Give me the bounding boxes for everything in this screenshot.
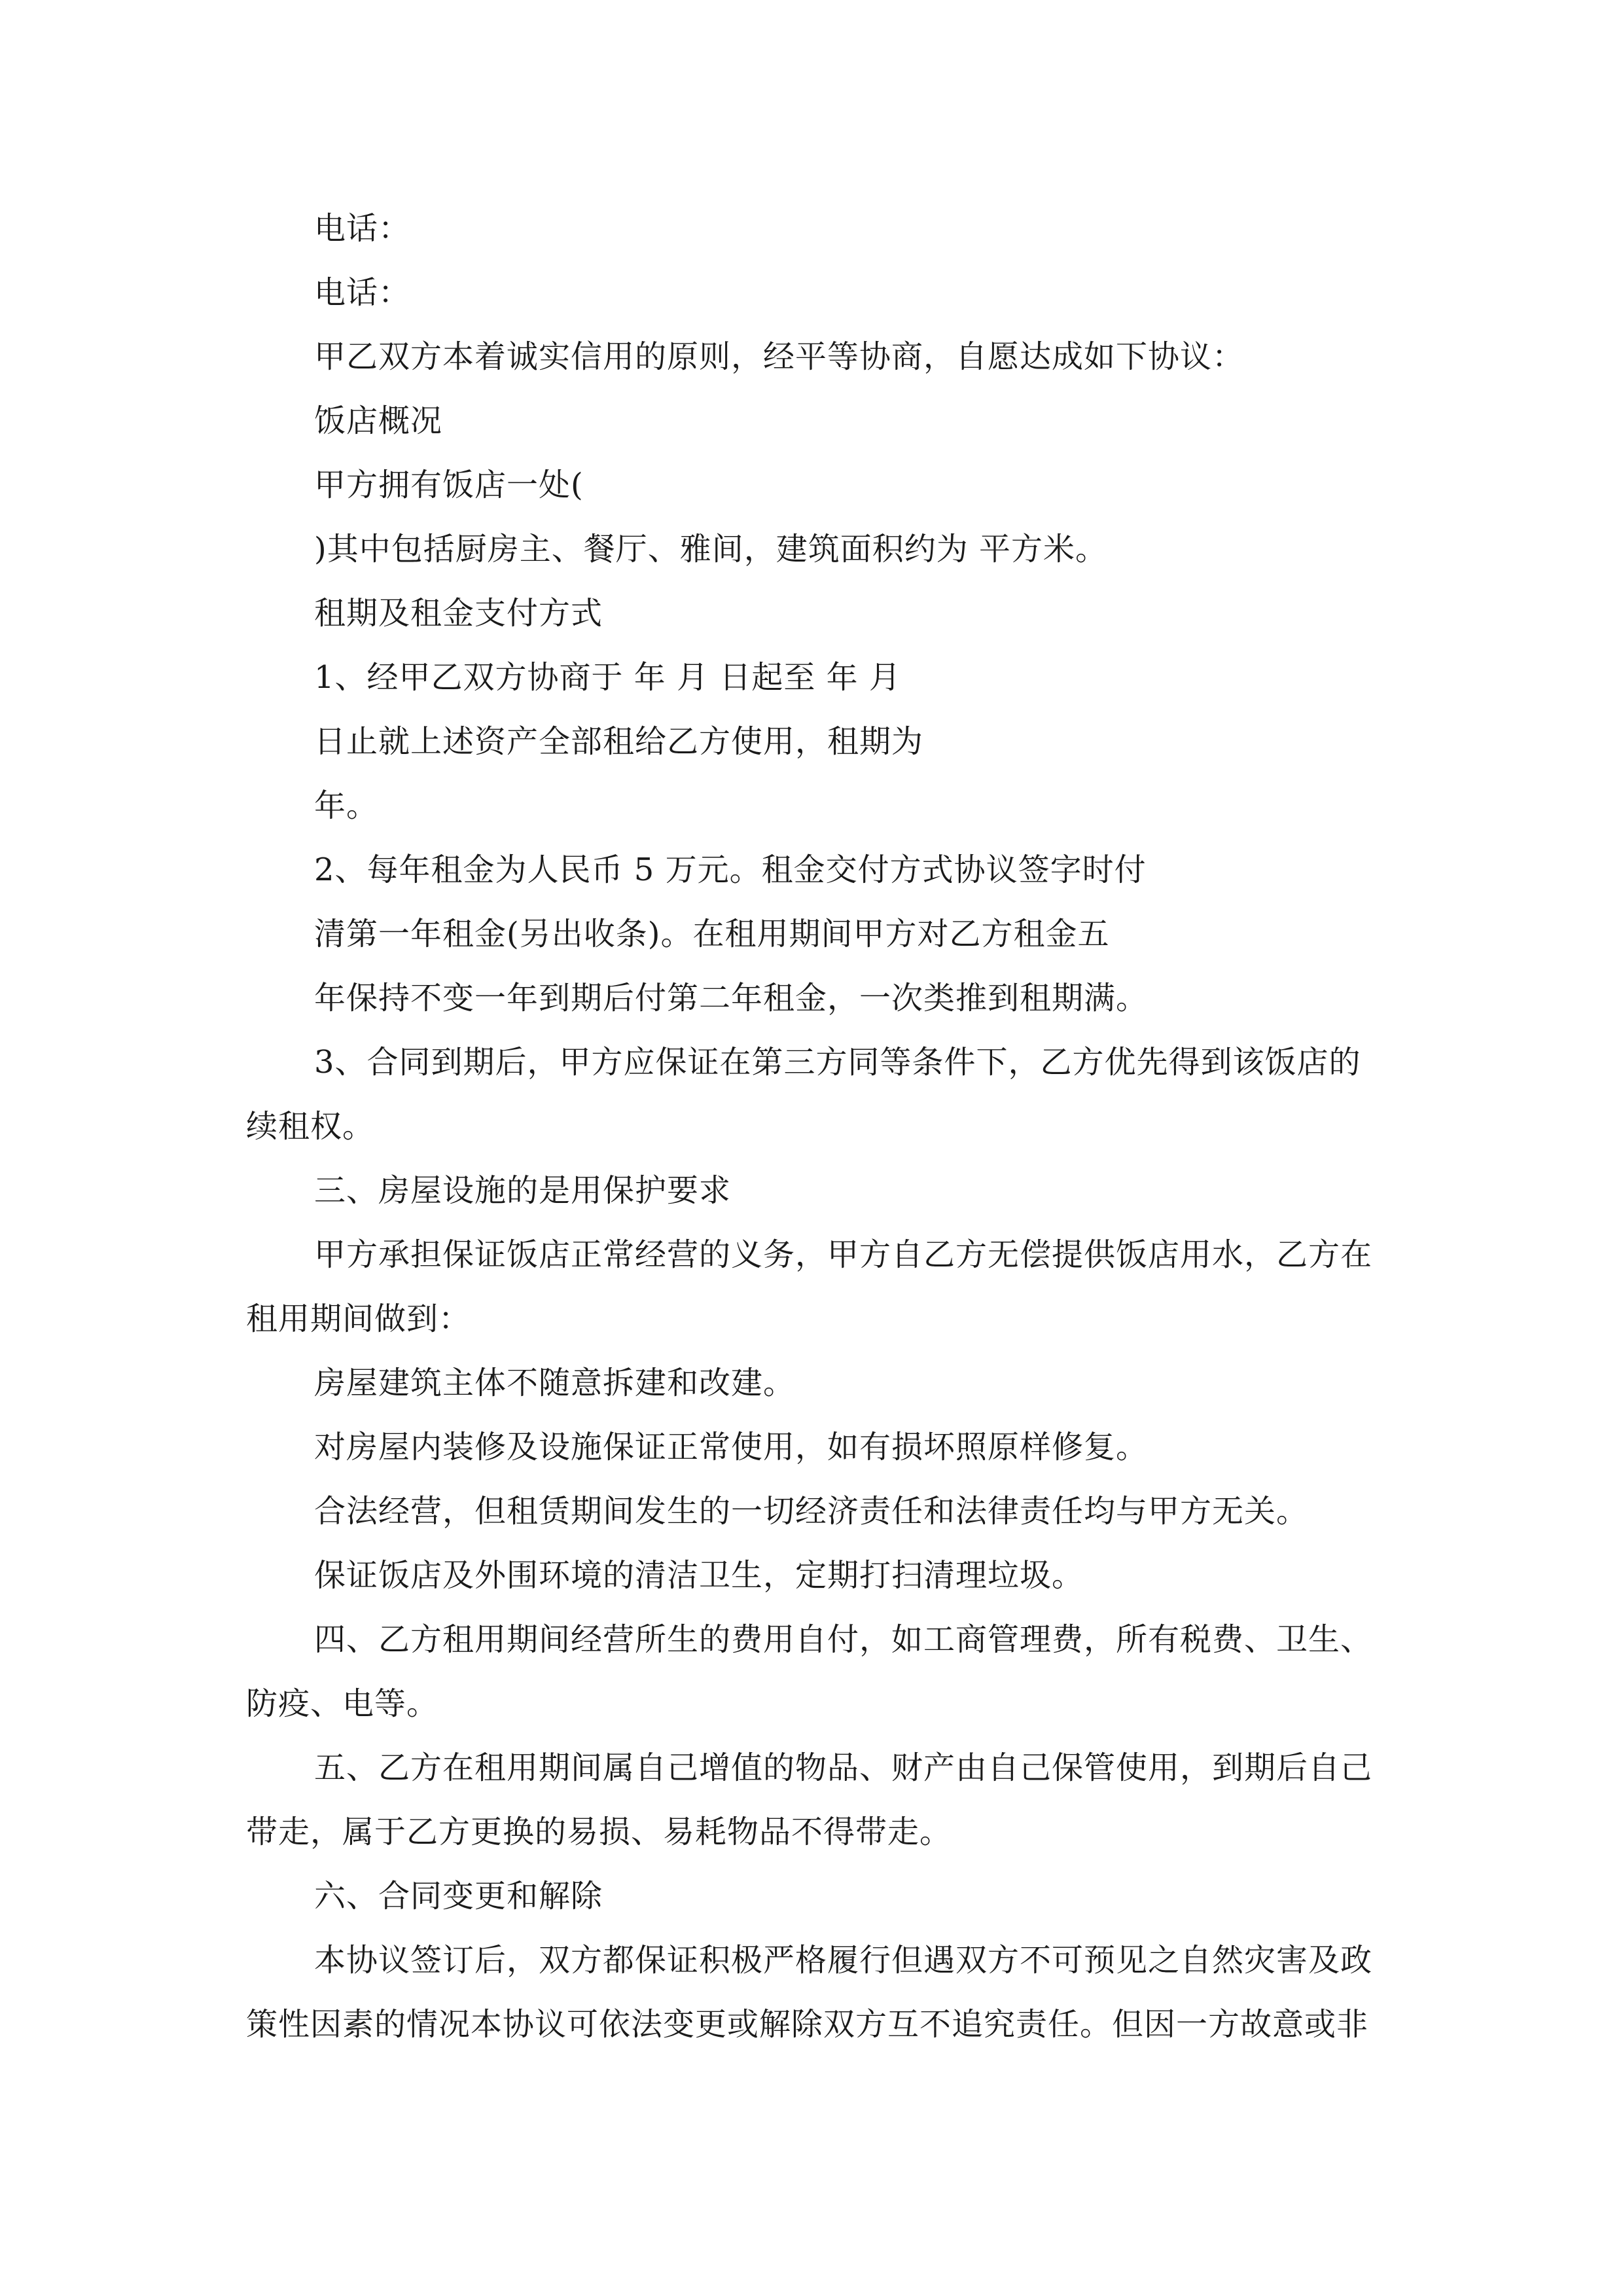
text-line: 甲方承担保证饭店正常经营的义务，甲方自乙方无偿提供饭店用水，乙方在 [314,1236,1373,1273]
text-line: 电话： [314,274,411,311]
text-line: 3、合同到期后，甲方应保证在第三方同等条件下，乙方优先得到该饭店的 [314,1044,1361,1081]
text-line: 电话： [314,210,411,247]
text-line: 合法经营，但租赁期间发生的一切经济责任和法律责任均与甲方无关。 [314,1493,1309,1530]
text-line: 带走，属于乙方更换的易损、易耗物品不得带走。 [246,1814,952,1850]
text-line: 六、合同变更和解除 [314,1878,603,1914]
text-line: 本协议签订后，双方都保证积极严格履行但遇双方不可预见之自然灾害及政 [314,1942,1373,1979]
document-body [246,196,1398,2056]
text-line: 续租权。 [246,1108,375,1145]
text-line: 策性因素的情况本协议可依法变更或解除双方互不追究责任。但因一方故意或非 [246,2006,1369,2043]
text-line: 防疫、电等。 [246,1685,439,1722]
text-line: 年保持不变一年到期后付第二年租金，一次类推到租期满。 [314,980,1149,1016]
text-line: 五、乙方在租用期间属自己增值的物品、财产由自己保管使用，到期后自己 [314,1749,1373,1786]
text-line: 日止就上述资产全部租给乙方使用，租期为 [314,723,924,760]
text-line: 饭店概况 [314,403,443,439]
text-line: 保证饭店及外围环境的清洁卫生，定期打扫清理垃圾。 [314,1557,1084,1594]
text-line: 2、每年租金为人民币 5 万元。租金交付方式协议签字时付 [314,852,1147,888]
text-line: 甲方拥有饭店一处( [314,467,584,503]
text-line: 对房屋内装修及设施保证正常使用，如有损坏照原样修复。 [314,1429,1149,1465]
text-line: 租期及租金支付方式 [314,595,603,632]
text-line: 房屋建筑主体不随意拆建和改建。 [314,1365,796,1401]
text-line: 租用期间做到： [246,1300,471,1337]
text-line: 三、房屋设施的是用保护要求 [314,1172,732,1209]
text-line: 1、经甲乙双方协商于 年 月 日起至 年 月 [314,659,901,696]
text-line: 四、乙方租用期间经营所生的费用自付，如工商管理费，所有税费、卫生、 [314,1621,1373,1658]
text-line: )其中包括厨房主、餐厅、雅间，建筑面积约为 平方米。 [314,531,1107,567]
text-line: 甲乙双方本着诚实信用的原则，经平等协商，自愿达成如下协议： [314,338,1245,375]
text-line: 清第一年租金(另出收条)。在租用期间甲方对乙方租金五 [314,916,1110,952]
text-line: 年。 [314,787,379,824]
